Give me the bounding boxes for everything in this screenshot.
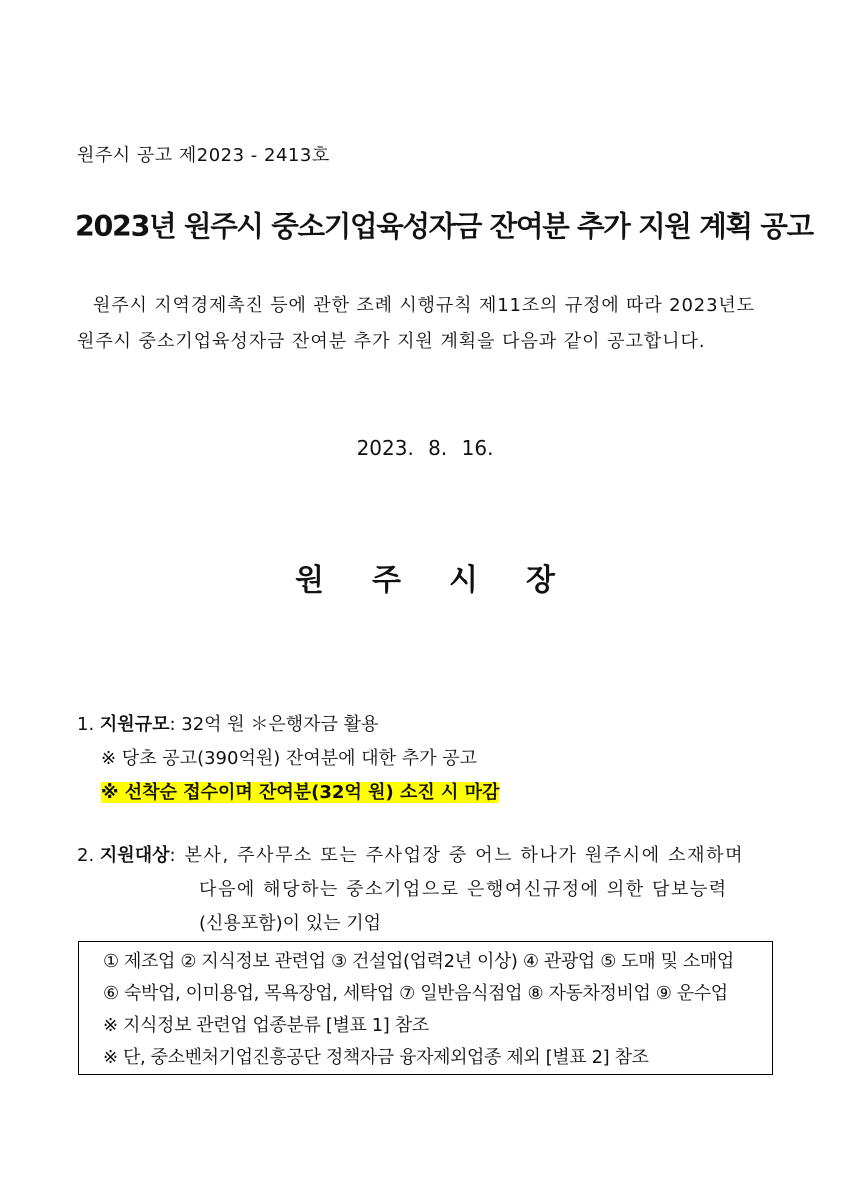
- notice-number: 원주시 공고 제2023 - 2413호: [77, 145, 330, 166]
- section-2-line-2: 다음에 해당하는 중소기업으로 은행여신규정에 의한 담보능력: [199, 879, 728, 900]
- notice-date: 2023. 8. 16.: [356, 436, 494, 460]
- section-2-line-3: (신용포함)이 있는 기업: [199, 913, 381, 934]
- industries-line-2: ⑥ 숙박업, 이미용업, 목욕장업, 세탁업 ⑦ 일반음식점업 ⑧ 자동차정비업 ⑨ 운수업: [103, 983, 728, 1004]
- section-1-heading: 지원규모: [99, 714, 170, 735]
- intro-paragraph: [77, 288, 755, 360]
- section-1-value: : 32억 원 ＊은행자금 활용: [169, 714, 379, 735]
- industries-note-2: ※ 단, 중소벤처기업진흥공단 정책자금 융자제외업종 제외 [별표 2] 참조: [103, 1047, 649, 1068]
- section-support-scale: [77, 708, 499, 810]
- section-1-heading-row: [77, 708, 499, 742]
- eligible-industries-box: [78, 941, 773, 1075]
- section-1-note: ※ 당초 공고(390억원) 잔여분에 대한 추가 공고: [101, 748, 478, 769]
- intro-line-1: 원주시 지역경제촉진 등에 관한 조례 시행규칙 제11조의 규정에 따라 2023년도: [93, 295, 755, 316]
- section-2-heading: 지원대상: [99, 845, 170, 866]
- section-1-number: 1.: [77, 714, 95, 735]
- page-title: 2023년 원주시 중소기업육성자금 잔여분 추가 지원 계획 공고: [75, 210, 813, 243]
- section-2-heading-row: [77, 839, 744, 873]
- section-support-target: [77, 839, 744, 941]
- intro-line-2: 원주시 중소기업육성자금 잔여분 추가 지원 계획을 다음과 같이 공고합니다.: [77, 331, 706, 352]
- section-1-highlight-row: [77, 776, 499, 810]
- industries-note-1: ※ 지식정보 관련업 업종분류 [별표 1] 참조: [103, 1015, 429, 1036]
- section-2-line-1: : 본사, 주사무소 또는 주사업장 중 어느 하나가 원주시에 소재하며: [169, 845, 745, 866]
- industries-line-1: ① 제조업 ② 지식정보 관련업 ③ 건설업(업력2년 이상) ④ 관광업 ⑤ 도매 및 소매업: [103, 951, 734, 972]
- signer-title: 원주시장: [295, 563, 603, 598]
- section-1-highlight: ※ 선착순 접수이며 잔여분(32억 원) 소진 시 마감: [101, 782, 500, 803]
- section-2-number: 2.: [77, 845, 95, 866]
